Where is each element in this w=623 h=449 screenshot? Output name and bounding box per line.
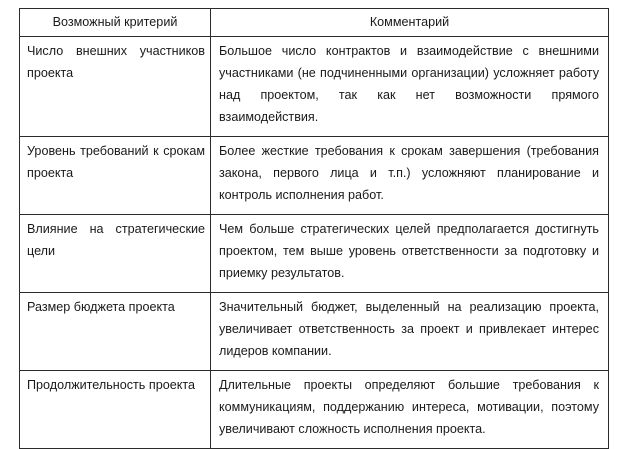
comment-cell	[211, 137, 609, 215]
criterion-text: Влияние на стратегические цели	[27, 222, 205, 258]
criterion-cell	[20, 371, 211, 449]
table-header-row	[20, 9, 609, 37]
criterion-text: Размер бюджета проекта	[27, 300, 175, 314]
criterion-cell	[20, 215, 211, 293]
comment-cell	[211, 37, 609, 137]
header-criterion: Возможный критерий	[20, 9, 211, 37]
table-row	[20, 371, 609, 449]
criterion-text: Продолжительность проекта	[27, 378, 195, 392]
header-comment: Комментарий	[211, 9, 609, 37]
criterion-text: Число внешних участников проекта	[27, 44, 205, 80]
table-row	[20, 215, 609, 293]
comment-cell	[211, 371, 609, 449]
table-row	[20, 293, 609, 371]
criterion-cell	[20, 37, 211, 137]
comment-text: Длительные проекты определяют большие требования к коммуникациям, поддержанию интереса, мотивации, поэтому увеличивают сложность исполнения проекта.	[219, 378, 599, 436]
comment-text: Более жесткие требования к срокам завершения (требования закона, первого лица и т.п.) усложняют планирование и контроль исполнения работ.	[219, 144, 599, 202]
comment-cell	[211, 293, 609, 371]
table-row	[20, 137, 609, 215]
criterion-text: Уровень требований к срокам проекта	[27, 144, 205, 180]
table-row	[20, 37, 609, 137]
comment-cell	[211, 215, 609, 293]
criteria-table	[19, 8, 609, 449]
criterion-cell	[20, 293, 211, 371]
criterion-cell	[20, 137, 211, 215]
comment-text: Чем больше стратегических целей предполагается достигнуть проектом, тем выше уровень ответственности за подготовку и приемку результатов.	[219, 222, 599, 280]
comment-text: Значительный бюджет, выделенный на реализацию проекта, увеличивает ответственность за проект и привлекает интерес лидеров компании.	[219, 300, 599, 358]
comment-text: Большое число контрактов и взаимодействие с внешними участниками (не подчиненными организации) усложняет работу над проектом, так как нет возможности прямого взаимодействия.	[219, 44, 599, 124]
